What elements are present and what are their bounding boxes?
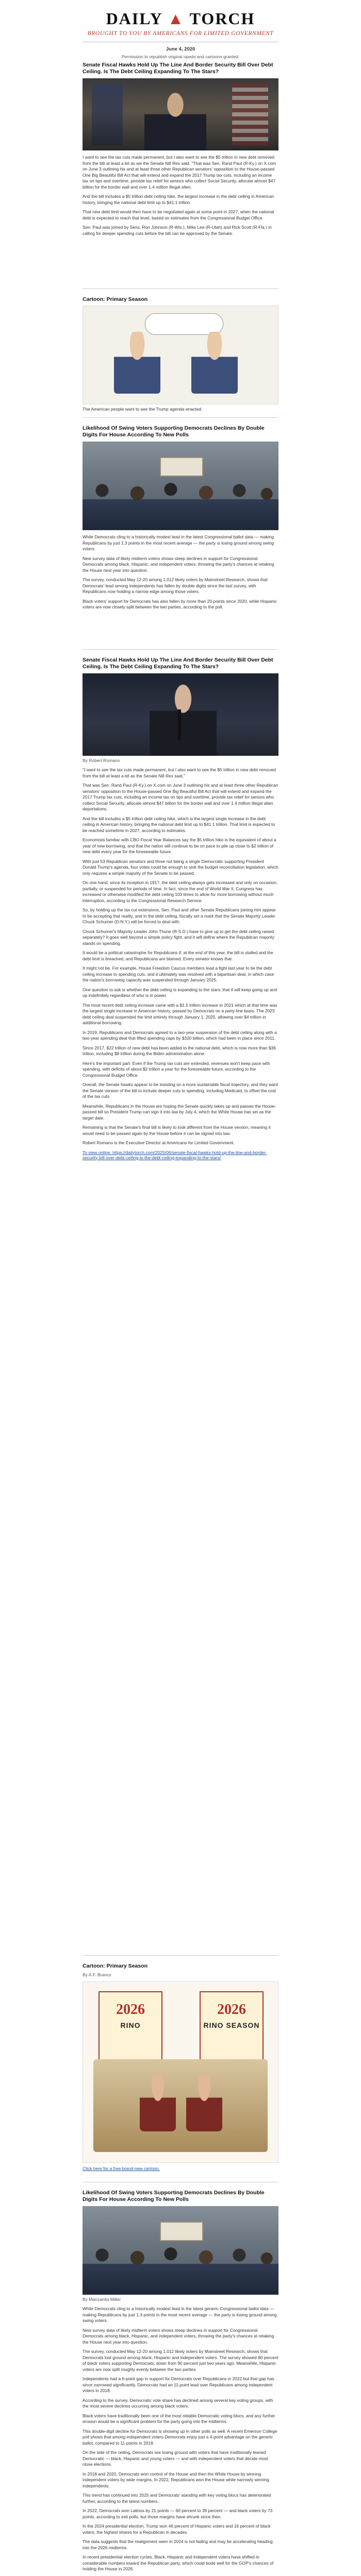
torch-icon: ▲ xyxy=(167,9,185,28)
article-photo-speaker[interactable] xyxy=(83,673,278,756)
article-paragraph: And the bill includes a $5 trillion debt ceiling hike, which is the largest single increase in the debt ceiling in American history, bringing the national debt limit up to $41.1 trillion. That limit is expected to be reached sometime in 2027, according to estimates. xyxy=(83,816,275,833)
article-paragraph: Since 2017, $22 trillion of new debt has been added to the national debt, which is now more than $36 trillion, including $8 trillion during the Biden administration alone. xyxy=(83,1045,276,1056)
cartoon-summary xyxy=(83,296,278,412)
cartoon-label[interactable]: Cartoon: Primary Season xyxy=(83,1963,148,1969)
article-paragraph: Chuck Schumer's Majority Leader John Thune (R-S.D.) have to give up to get the debt ceiling raised separately? It goes well beyond a simple policy fight, and it will define where the Republican majority stands on spending. xyxy=(83,928,274,946)
permission-note: Permission to republish original opeds and cartoons granted. xyxy=(121,54,240,59)
article-paragraph: Black voters' support for Democrats has also fallen by more than 20 points since 2020, while Hispanic voters are now closely split between the two parties, according to the poll. xyxy=(83,598,277,609)
speaker-figure xyxy=(150,683,217,756)
rino-poster xyxy=(99,1991,162,2071)
article-headline[interactable]: Senate Fiscal Hawks Hold Up The Line And Border Security Bill Over Debt Ceiling. Is The Debt Ceiling Expanding To The Stars? xyxy=(83,62,273,75)
article-photo-crowd[interactable] xyxy=(83,2206,278,2295)
article-headline[interactable]: Likelihood Of Swing Voters Supporting Democrats Declines By Double Digits For House According To New Polls xyxy=(83,2190,265,2202)
cartoon-arena xyxy=(93,2059,268,2152)
cartoon-image[interactable] xyxy=(83,1981,278,2163)
article-paragraph: It would be a political catastrophe for Republicans if, at the end of this year, the bill is stalled and the debt limit is breached, and Republicans are blamed. Every senator knows that. xyxy=(83,950,273,961)
article-paragraph: Black voters have traditionally been one of the most reliable Democratic voting blocs, and any further erosion would be a significant problem for the party going into the midterms. xyxy=(83,2413,275,2424)
byline: By Robert Romano xyxy=(83,758,120,763)
article-paragraph: Sen. Paul was joined by Sens. Ron Johnson (R-Wis.), Mike Lee (R-Utah) and Rick Scott (R-Fla.) in calling for deeper spending cuts before the bill can be approved by the Senate. xyxy=(83,225,272,236)
masthead xyxy=(0,0,361,59)
logo-right: TORCH xyxy=(189,9,255,28)
issue-date: June 4, 2020 xyxy=(166,46,195,52)
rino-season-poster xyxy=(200,1991,264,2071)
article-full-3 xyxy=(83,657,278,1160)
poster-year: 2026 xyxy=(116,2002,145,2018)
article-paragraph: With just 53 Republican senators and three not being a single Democratic supporting President Donald Trump's agenda, four votes could be enough to sink the budget reconciliation legislation, which only requires a simple majority of the Senate to be passed. xyxy=(83,858,278,876)
logo[interactable] xyxy=(0,9,361,28)
article-paragraph: Independents had a 6-point gap in support for Democrats over Republicans in 2022 but that gap has since narrowed significantly. Democrats had an 11-point lead over Republicans among independent voters in 2018. xyxy=(83,2376,274,2393)
poster-label: RINO xyxy=(120,2021,141,2029)
byline: By A.F. Branco xyxy=(83,1972,111,1977)
tagline: BROUGHT TO YOU BY AMERICANS FOR LIMITED GOVERNMENT xyxy=(87,30,274,37)
article-paragraph: It might not be. For example, House Freedom Caucus members lead a fight last year to tie the debt ceiling increase to spending cuts, and it ultimately was resolved with a bipartisan deal, in which case the nation's borrowing capacity was suspended through January 2025. xyxy=(83,965,274,982)
article-paragraph: Economists familiar with CBO Fiscal Year Balances say the $5 trillion hike is the equivalent of about a year of new borrowing, and that the nation will continue to be on pace to pile up close to $2 trillion of new debt every year for the foreseeable future. xyxy=(83,837,276,854)
byline: By Manzanita Miller xyxy=(83,2297,121,2302)
article-paragraph: On the side of the ceiling, Democrats are losing ground with voters that have traditionally leaned Democratic — black, Hispanic and young voters — and with independent voters that decide most close elections. xyxy=(83,2450,268,2467)
section-divider xyxy=(83,417,278,418)
flag-backdrop xyxy=(92,83,123,145)
cartoon-character xyxy=(191,332,238,394)
section-divider xyxy=(83,1955,278,1956)
cartoon-label[interactable]: Cartoon: Primary Season xyxy=(83,296,148,302)
crowd-figures xyxy=(83,473,278,530)
article-paragraph: New survey data of likely midterm voters shows steep declines in support for Congressional Democrats among black, Hispanic, and independent voters, throwing the party's chances at retaking the House next year into question. xyxy=(83,2327,274,2345)
logo-left: DAILY xyxy=(106,9,162,28)
crowd-figures xyxy=(83,2238,278,2295)
cartoon-fighter xyxy=(186,2075,222,2131)
article-paragraph: That new debt limit would then have to be negotiated again at some point in 2027, when the national debt is expected to reach that level, based on estimates from the Congressional Budget Office. xyxy=(83,209,274,221)
microphone xyxy=(178,709,181,740)
article-paragraph: While Democrats cling to a historically modest lead in the latest generic Congressional ballot data — making Republicans by just 1.3 points in the most recent average — the party is losing ground among swing voters. xyxy=(83,2306,277,2323)
article-paragraph: Here's the important part: Even if the Trump tax cuts are extended, revenues won't keep pace with spending, with deficits of about $2 trillion a year for the foreseeable future, according to the Congressional Budget Office. xyxy=(83,1060,270,1078)
article-paragraph: The data suggests that the realignment seen in 2024 is not fading and may be accelerating heading into the 2026 midterms. xyxy=(83,2539,273,2550)
free-cartoon-link[interactable]: Click here for a free brand-new cartoon. xyxy=(83,2166,160,2171)
article-photo-crowd[interactable] xyxy=(83,442,278,530)
article-paragraph: The survey, conducted May 12-20 among 1,012 likely voters by Mainstreet Research, shows that Democrats lost ground among black, Hispanic and independent voters. The survey showed 80 percent of black voters supporting Democrats, down from 90 percent just two years ago. Meanwhile, Hispanic voters are now split roughly evenly between the two parties. xyxy=(83,2349,278,2372)
cartoon-fighter xyxy=(140,2075,176,2131)
article-paragraph: In 2019, Republicans and Democrats agreed to a two-year suspension of the debt ceiling along with a two-year spending deal that lifted spending caps by $320 billion, which had been in place since 2011. xyxy=(83,1029,277,1041)
article-paragraph: This trend has continued into 2025 and Democrats' standing with key voting blocs has deteriorated further, according to the latest numbers. xyxy=(83,2493,271,2504)
senator-figure xyxy=(144,90,206,150)
article-paragraph: The survey, conducted May 12-20 among 1,012 likely voters by Mainstreet Research, shows that Democrats' lead among independents has fallen by double digits since the last survey, with Republicans now holding a narrow edge among those voters. xyxy=(83,577,268,594)
article-paragraph: While Democrats cling to a historically modest lead in the latest Congressional ballot data — making Republicans by just 1.3 points in the most recent average — the party is losing ground among swing voters. xyxy=(83,534,274,551)
cartoon-image[interactable] xyxy=(83,306,278,404)
section-divider xyxy=(83,649,278,650)
cartoon-character xyxy=(114,332,160,394)
flag-backdrop xyxy=(232,83,268,145)
article-paragraph: This double-digit decline for Democrats is showing up in other polls as well. A recent Emerson College poll shows that among independent voters Democrats enjoy just a 4-point advantage on the generic ballot, compared to 11 points in 2018. xyxy=(83,2428,277,2446)
article-paragraph: I want to see the tax cuts made permanent, but I also want to see the $5 trillion in new debt removed from the bill at least a bit as we the Senate Nill Rex said. "That was Sen. Rand Paul (R-Ky.) on X.com on June 3 outlining his and at least three other Republican senators' opposition to the House-passed One Big Beautiful Bill Act that will extend and expand the 2017 Trump tax cuts, including an income tax on tips and overtime, provide tax relief for seniors who collect Social Security, allocate almost $47 billion for the border wall and over 1.4 million illegal alien. xyxy=(83,155,276,190)
article-photo-senator[interactable] xyxy=(83,78,278,150)
cartoon-full xyxy=(83,1963,278,2171)
article-paragraph: Robert Romano is the Executive Director at Americans for Limited Government. xyxy=(83,1140,235,1145)
article-paragraph: On one hand, since its inception in 1917, the debt ceiling always gets increased and only on occasion, partially, or suspended for periods of time. In fact, since the end of World War II, Congress has increased or otherwise modified the debt ceiling 103 times to allow for more borrowing without much interruption, according to the Congressional Research Service. xyxy=(83,880,278,903)
article-paragraph: New survey data of likely midterm voters shows steep declines in support for Congressional Democrats among black, Hispanic, and independent voters, throwing the party's chances at retaking the House next year into question. xyxy=(83,555,274,573)
article-headline[interactable]: Senate Fiscal Hawks Hold Up The Line And Border Security Bill Over Debt Ceiling. Is The Debt Ceiling Expanding To The Stars? xyxy=(83,657,273,670)
article-paragraph: Overall, the Senate hawks appear to be insisting on a more sustainable fiscal trajectory, and they want the Senate version of the bill to include deeper cuts to spending, including Medicaid, to offset the cost of the tax cuts. xyxy=(83,1082,278,1099)
article-summary-1 xyxy=(83,62,278,240)
article-paragraph: The most recent debt ceiling increase came with a $1.5 trillion increase in 2021 which at that time was the largest single increase in American history, passed by Democrats on a party-line basis. The 2023 debt ceiling deal suspended the limit entirely through January 1, 2025, allowing over $4 trillion in additional borrowing. xyxy=(83,1002,277,1025)
article-paragraph: "I want to see the tax cuts made permanent, but I also want to see the $5 trillion in new debt removed from the bill at least a bit as the Senate Nill Rex said." xyxy=(83,767,276,778)
article-paragraph: Meanwhile, Republicans in the House are hoping the Senate quickly takes up and passes the House-passed bill so President Trump can sign it into law by July 4, which the White House has set as the target date. xyxy=(83,1103,276,1121)
view-online-link[interactable]: To view online: https://dailytorch.com/2025/06/senate-fiscal-hawks-hold-up-the-line-and-border-security-bill-over-debt-ceiling-is-the-debt-ceiling-expanding-to-the-stars/ xyxy=(83,1149,267,1160)
article-paragraph: According to the survey, Democratic vote share has declined among several key voting groups, with the most severe declines occurring among black voters. xyxy=(83,2397,273,2409)
poster-label: RINO SEASON xyxy=(203,2021,260,2029)
poster-year: 2026 xyxy=(217,2002,246,2018)
article-headline[interactable]: Likelihood Of Swing Voters Supporting Democrats Declines By Double Digits For House According To New Polls xyxy=(83,425,265,438)
article-paragraph: In 2022, Democrats won Latinos by 21 points — 60 percent to 39 percent — and black voters by 73 points, according to exit polls, but those margins have shrunk since then. xyxy=(83,2508,273,2519)
article-paragraph: In recent presidential election cycles, Black, Hispanic and independent voters have shifted in considerable numbers toward the Republican party, which could bode well for the GOP's chances of holding the House in 2026. xyxy=(83,2554,274,2571)
article-paragraph: One question to ask is whether the debt ceiling is expanding to the stars: that it will keep going up and up indefinitely regardless of who is in power. xyxy=(83,987,277,998)
cartoon-caption: The American people want to see the Trump agenda enacted. xyxy=(83,406,203,412)
article-paragraph: And the bill includes a $5 trillion debt ceiling hike, the largest increase in the debt ceiling in American history, bringing the national debt limit up to $41.1 trillion. xyxy=(83,194,274,205)
article-paragraph: In the 2024 presidential election, Trump won 46 percent of Hispanic voters and 16 percent of black voters, the highest shares for a Republican in decades. xyxy=(83,2523,271,2535)
article-full-4 xyxy=(83,2190,278,2576)
article-paragraph: Remaining is that the Senate's final bill is likely to look different from the House version, meaning it would need to be passed again by the House before it can be signed into law. xyxy=(83,1125,271,1136)
article-paragraph: So, by holding up the tax cut extensions, Sen. Paul and other Senate Republicans joining him appear to be accepting that reality, and in the debt ceiling, fiscally set a mark that the Senate Majority Leader Chuck Schumer (D-N.Y.) will be forced to deal with. xyxy=(83,907,276,924)
article-paragraph: That was Sen. Rand Paul (R-Ky.) on X.com on June 3 outlining his and at least three other Republican senators' opposition to the House-passed One Big Beautiful Bill Act that will extend and expand the 2017 Trump tax cuts, including an income tax on tips and overtime, provide tax relief for seniors who collect Social Security, allocate almost $47 billion for the border wall and over 1.4 million illegal alien deportations. xyxy=(83,783,278,811)
article-paragraph: In 2018 and 2020, Democrats won control of the House and then the White House by winning independent voters by wide margins. In 2022, Republicans won the House while narrowly winning independents. xyxy=(83,2471,269,2488)
article-summary-2 xyxy=(83,425,278,614)
